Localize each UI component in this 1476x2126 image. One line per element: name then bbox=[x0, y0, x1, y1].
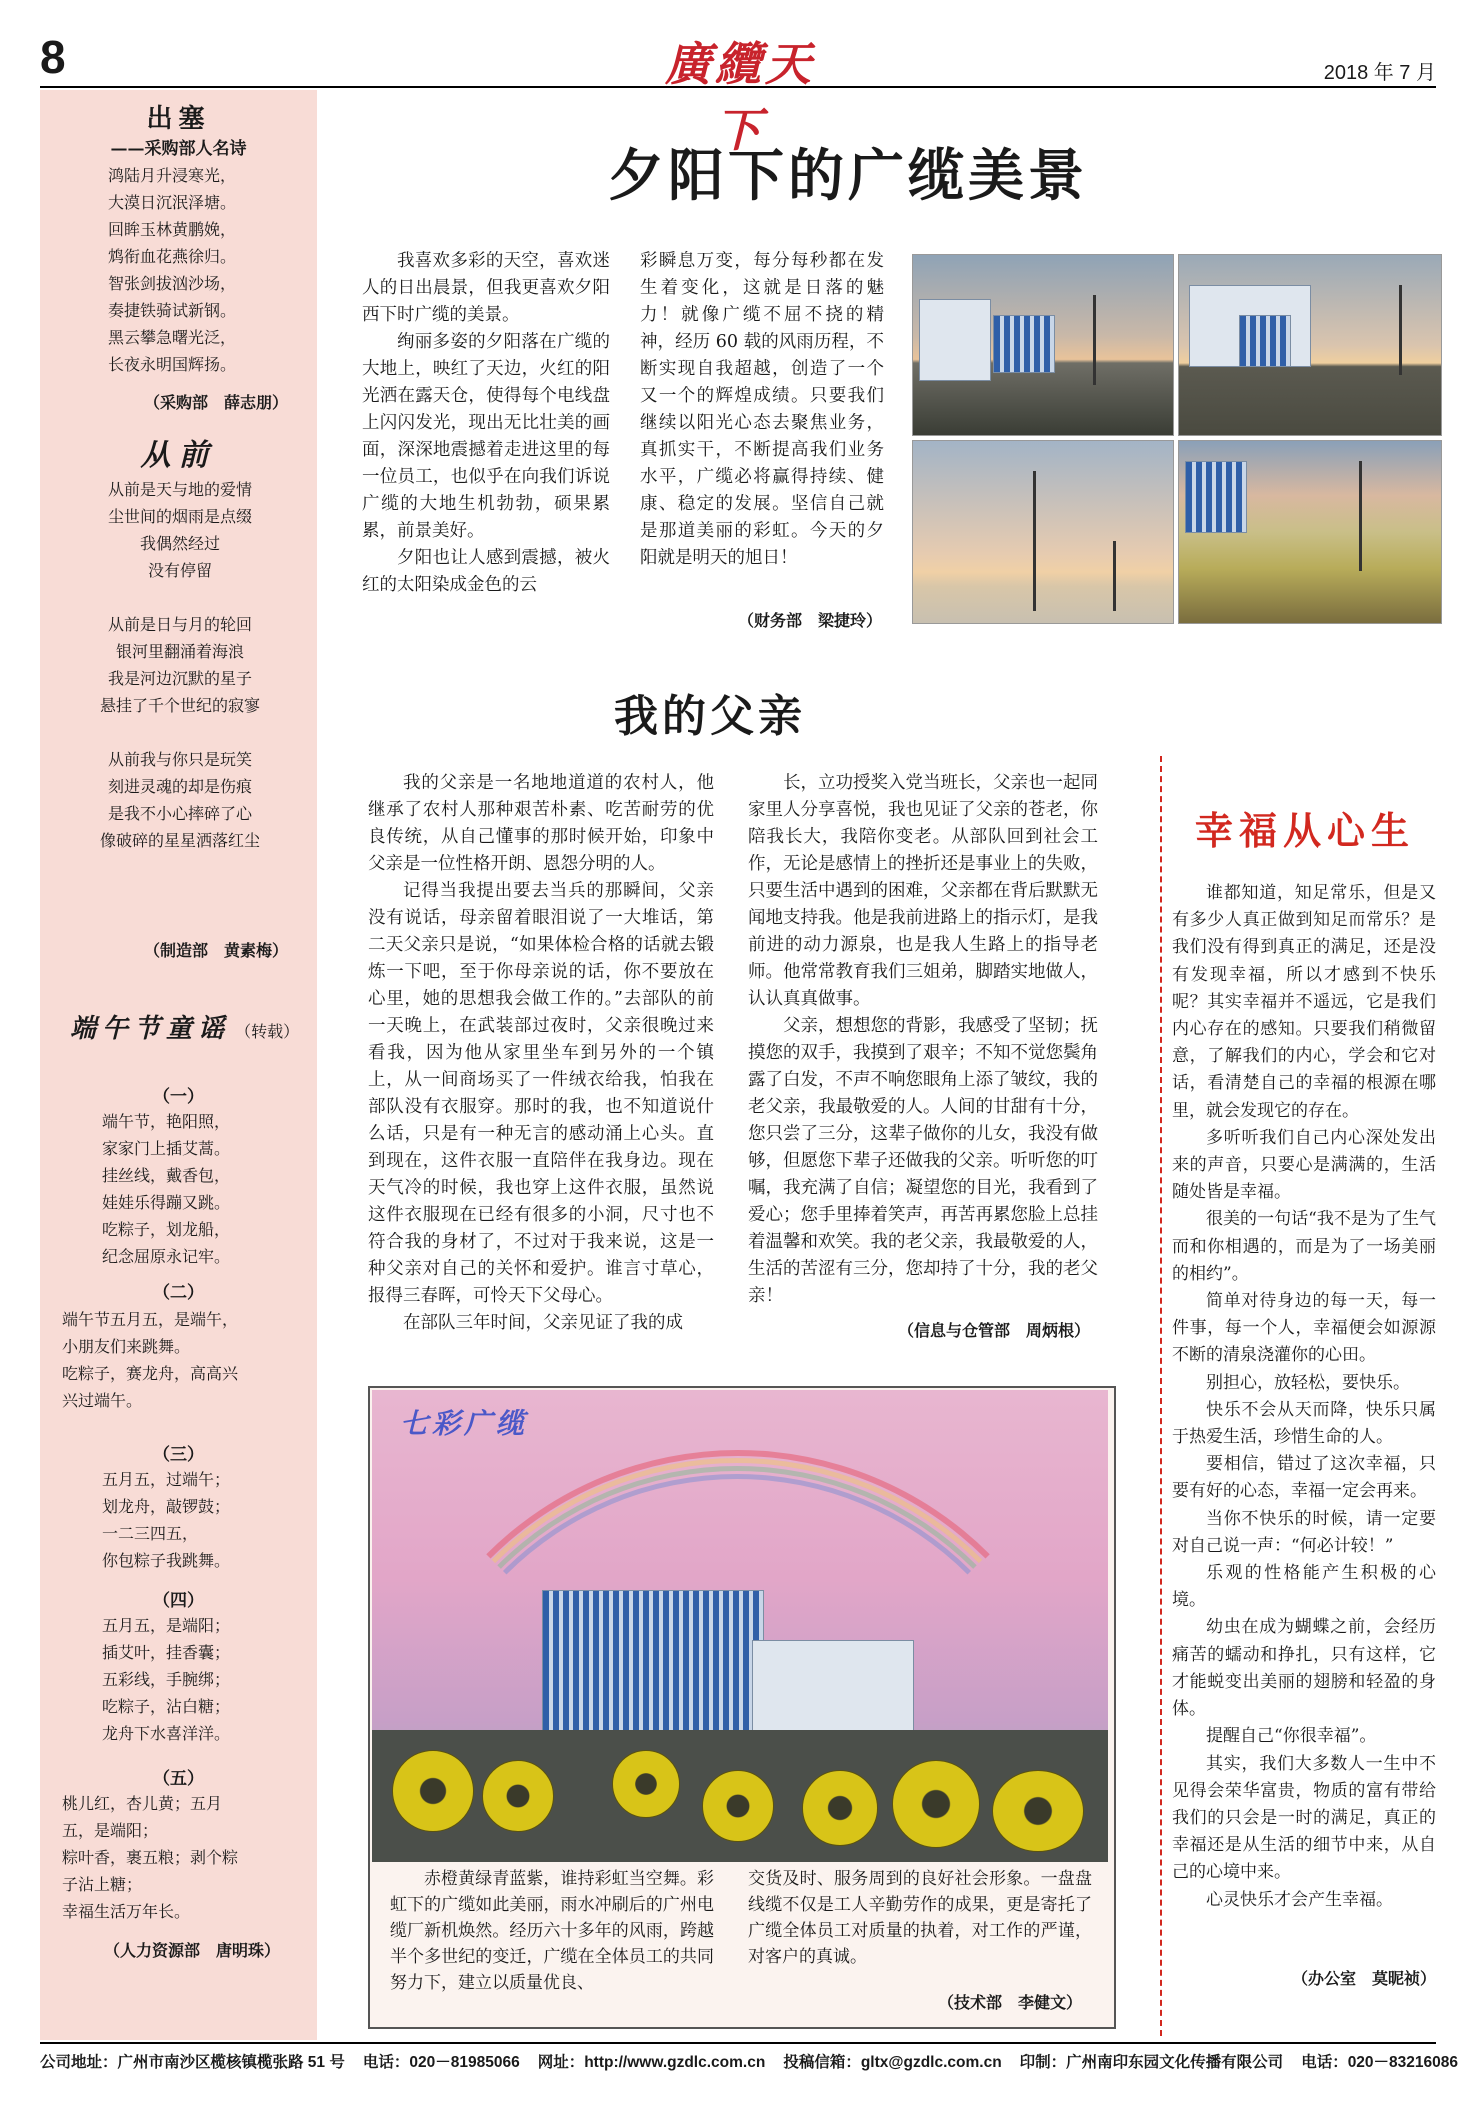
article-headline: 我的父亲 bbox=[614, 691, 806, 742]
poem-line: 尘世间的烟雨是点缀 bbox=[107, 507, 252, 526]
article-headline: 夕阳下的广缆美景 bbox=[608, 143, 1088, 209]
article-paragraph: 多听听我们自己内心深处发出来的声音，只要心是满满的，生活随处皆是幸福。 bbox=[1172, 1127, 1436, 1203]
article-column: 彩瞬息万变，每分每秒都在发生着变化，这就是日落的魅力！就像广缆不屈不挠的精神，经历 60 载的风雨历程，不断实现自我超越，创造了一个又一个的辉煌成绩。只要我们继续以阳光心态去聚焦业务，真抓实干，不断提高我们业务水平，广缆必将赢得持续、健康、稳定的发展。坚信自己就是那道美丽的彩虹。今天的夕阳就是明天的旭日！ bbox=[640, 251, 884, 568]
poem-line bbox=[70, 584, 290, 611]
poem-line: 五，是端阳； bbox=[62, 1821, 159, 1840]
article-paragraph: 心灵快乐才会产生幸福。 bbox=[1206, 1889, 1393, 1910]
sunset-photo bbox=[1178, 254, 1442, 436]
poem-line: 吃粽子，赛龙舟，高高兴 bbox=[62, 1364, 239, 1383]
poem-line: 端午节五月五，是端午， bbox=[62, 1310, 239, 1329]
poem-line: 五月五，过端午； bbox=[102, 1470, 231, 1489]
stanza-lines bbox=[62, 1306, 238, 1414]
article-column bbox=[362, 248, 610, 599]
poem-byline: （人力资源部 唐明珠） bbox=[104, 1943, 281, 1960]
article-paragraph: 父亲，想想您的背影，我感受了坚韧；抚摸您的双手，我摸到了艰辛；不知不觉您鬓角露了白发，不声不响您眼角上添了皱纹，我的老父亲，我最敬爱的人。人间的甘甜有十分，您只尝了三分，这辈子做你的儿女，我没有做够，但愿您下辈子还做我的父亲。听听您的叮嘱，我充满了自信；凝望您的目光，我看到了爱心；您手里捧着笑声，再苦再累您脸上总挂着温馨和欢笑。我的老父亲，我最敬爱的人，生活的苦涩有三分，您却持了十分，我的老父亲！ bbox=[748, 1016, 1098, 1306]
cable-reel bbox=[392, 1750, 474, 1832]
company-phone: 电话：020－81985066 bbox=[362, 2054, 520, 2071]
article-paragraph: 我喜欢多彩的天空，喜欢迷人的日出晨景，但我更喜欢夕阳西下时广缆的美景。 bbox=[362, 251, 610, 325]
stanza-heading: （五） bbox=[153, 1769, 204, 1789]
article-paragraph: 别担心，放轻松，要快乐。 bbox=[1206, 1372, 1410, 1393]
stanza-lines bbox=[102, 1612, 230, 1747]
poem-line: 没有停留 bbox=[147, 561, 212, 580]
printer-phone: 电话：020－83216086 bbox=[1301, 2054, 1459, 2071]
article-byline: （办公室 莫昵祯） bbox=[1292, 1971, 1437, 1988]
poem-line: 智张剑拔汹沙场， bbox=[108, 274, 237, 293]
poem-title: 从前 bbox=[140, 438, 217, 473]
cable-reel bbox=[482, 1760, 554, 1832]
sunset-photo bbox=[912, 440, 1174, 624]
article-paragraph: 我的父亲是一名地地道道的农村人，他继承了农村人那种艰苦朴素、吃苦耐劳的优良传统，从自己懂事的那时候开始，印象中父亲是一位性格开朗、恩怨分明的人。 bbox=[368, 773, 714, 874]
stanza-heading: （三） bbox=[153, 1445, 204, 1465]
stanza-lines bbox=[62, 1790, 238, 1925]
article-paragraph: 快乐不会从天而降，快乐只属于热爱生活，珍惜生命的人。 bbox=[1172, 1399, 1436, 1448]
poem-line: 银河里翻涌着海浪 bbox=[115, 642, 244, 661]
poem-line: 纪念屈原永记牢。 bbox=[102, 1247, 231, 1266]
article-paragraph: 长，立功授奖入党当班长，父亲也一起同家里人分享喜悦，我也见证了父亲的苍老，你陪我长大，我陪你变老。从部队回到社会工作，无论是感情上的挫折还是事业上的失败，只要生活中遇到的困难，父亲都在背后默默无闻地支持我。他是我前进路上的指示灯，是我前进的动力源泉，也是我人生路上的指导老师。他常常教育我们三姐弟，脚踏实地做人，认认真真做事。 bbox=[748, 773, 1098, 1009]
poem-line: 回眸玉林黄鹏娩， bbox=[108, 220, 237, 239]
poem-line: 家家门上插艾蒿。 bbox=[102, 1139, 231, 1158]
poem-line: 奏捷铁骑试新钢。 bbox=[108, 301, 237, 320]
article-paragraph: 记得当我提出要去当兵的那瞬间，父亲没有说话，母亲留着眼泪说了一大堆话，第二天父亲只是说，“如果体检合格的话就去锻炼一下吧，至于你母亲说的话，你不要放在心里，她的思想我会做工作的。”去部队的前一天晚上，在武装部过夜时，父亲很晚过来看我，因为他从家里坐车到另外的一个镇上，从一间商场买了一件绒衣给我，怕我在部队没有衣服穿。那时的我，也不知道说什么话，只是有一种无言的感动涌上心头。直到现在，这件衣服一直陪伴在我身边。现在天气冷的时候，我也穿上这件衣服，虽然说这件衣服现在已经有很多的小洞，尺寸也不符合我的身材了，不过对于我来说，这是一种父亲对自己的关怀和爱护。谁言寸草心，报得三春晖，可怜天下父母心。 bbox=[368, 881, 714, 1306]
cable-reel bbox=[612, 1750, 680, 1818]
article-byline: （财务部 梁捷玲） bbox=[738, 613, 883, 630]
article-paragraph: 提醒自己“你很幸福”。 bbox=[1206, 1726, 1377, 1747]
lamp-pole bbox=[1033, 471, 1036, 611]
footer-rule bbox=[40, 2042, 1436, 2044]
poem-byline: （采购部 薛志朋） bbox=[144, 395, 289, 412]
article-byline: （技术部 李健文） bbox=[938, 1995, 1083, 2012]
article-paragraph: 在部队三年时间，父亲见证了我的成 bbox=[403, 1313, 683, 1333]
article-paragraph: 绚丽多姿的夕阳落在广缆的大地上，映红了天边，火红的阳光洒在露天仓，使得每个电线盘上闪闪发光，现出无比壮美的画面，深深地震撼着走进这里的每一位员工，也似乎在向我们诉说广缆的大地生机勃勃，硕果累累，前景美好。 bbox=[362, 332, 610, 541]
article-paragraph: 夕阳也让人感到震撼，被火红的太阳染成金色的云 bbox=[362, 548, 610, 595]
company-address: 公司地址：广州市南沙区榄核镇榄张路 51 号 bbox=[40, 2054, 345, 2071]
article-byline: （信息与仓管部 周炳根） bbox=[898, 1323, 1091, 1340]
company-website-link[interactable]: 网址：http://www.gzdlc.com.cn bbox=[537, 2054, 766, 2071]
poem-line: 插艾叶，挂香囊； bbox=[102, 1643, 231, 1662]
poem-line: 你包粽子我跳舞。 bbox=[102, 1551, 231, 1570]
poem-heading bbox=[70, 1008, 299, 1045]
caption-column bbox=[390, 1866, 714, 1996]
poem-lines bbox=[108, 162, 236, 378]
poem-line: 桃儿红，杏儿黄；五月 bbox=[62, 1794, 223, 1813]
poem-line: 从前是日与月的轮回 bbox=[107, 615, 252, 634]
poem-line: 五月五，是端阳； bbox=[102, 1616, 231, 1635]
article-paragraph: 简单对待身边的每一天，每一件事，每一个人，幸福便会如源源不断的清泉浇灌你的心田。 bbox=[1172, 1291, 1436, 1366]
stanza-lines bbox=[102, 1108, 230, 1270]
article-paragraph: 乐观的性格能产生积极的心境。 bbox=[1172, 1563, 1436, 1611]
lamp-pole bbox=[1093, 295, 1096, 385]
essay-title: 幸福从心生 bbox=[1195, 808, 1416, 853]
page-number: 8 bbox=[40, 31, 66, 83]
poem-lines bbox=[70, 476, 290, 854]
building-shape bbox=[919, 299, 991, 381]
poem-line: 我是河边沉默的星子 bbox=[107, 669, 252, 688]
poem-title: 出塞 bbox=[146, 104, 211, 134]
issue-date: 2018 年 7 月 bbox=[1323, 62, 1436, 84]
article-paragraph: 很美的一句话“我不是为了生气而和你相遇的，而是为了一场美丽的相约”。 bbox=[1172, 1209, 1436, 1284]
poem-line: 兴过端午。 bbox=[62, 1391, 143, 1410]
poem-line: 五彩线，手腕绑； bbox=[102, 1670, 231, 1689]
article-paragraph: 要相信，错过了这次幸福，只要有好的心态，幸福一定会再来。 bbox=[1172, 1454, 1436, 1502]
building-shape bbox=[993, 315, 1055, 373]
poem-line: 是我不小心摔碎了心 bbox=[107, 804, 252, 823]
caption-paragraph: 赤橙黄绿青蓝紫，谁持彩虹当空舞。彩虹下的广缆如此美丽，雨水冲刷后的广州电缆厂新机焕然。经历六十多年的风雨，跨越半个多世纪的变迁，广缆在全体员工的共同努力下，建立以质量优良、 bbox=[390, 1869, 714, 1993]
cable-reel bbox=[992, 1770, 1084, 1852]
factory-building bbox=[752, 1640, 914, 1732]
poetry-sidebar bbox=[40, 90, 317, 2040]
cable-reel bbox=[892, 1760, 980, 1848]
column-divider bbox=[1160, 756, 1170, 2036]
stanza-lines bbox=[102, 1466, 230, 1574]
poem-line: 端午节，艳阳照， bbox=[102, 1112, 231, 1131]
printer-name: 印制：广州南印东园文化传播有限公司 bbox=[1019, 2054, 1284, 2071]
poem-line: 小朋友们来跳舞。 bbox=[62, 1337, 191, 1356]
article-paragraph: 其实，我们大多数人一生中不见得会荣华富贵，物质的富有带给我们的只会是一时的满足，真正的幸福还是从生活的细节中来，从自己的心境中来。 bbox=[1172, 1753, 1436, 1883]
masthead-logo: 廣纜天下 bbox=[665, 37, 815, 157]
sunset-photo bbox=[912, 254, 1174, 436]
poem-line: 挂丝线，戴香包， bbox=[102, 1166, 231, 1185]
lamp-pole bbox=[1399, 285, 1402, 375]
cable-reel bbox=[702, 1770, 774, 1842]
caption-column: 交货及时、服务周到的良好社会形象。一盘盘线缆不仅是工人辛勤劳作的成果，更是寄托了广缆全体员工对质量的执着，对工作的严谨，对客户的真诚。 bbox=[748, 1869, 1092, 1967]
lamp-pole bbox=[1113, 541, 1116, 611]
stanza-heading: （四） bbox=[153, 1591, 204, 1611]
poem-line: 大漠日沉泯泽塘。 bbox=[108, 193, 237, 212]
poem-line: 吃粽子，沾白糖； bbox=[102, 1697, 231, 1716]
poem-line: 像破碎的星星洒落红尘 bbox=[99, 831, 260, 850]
poem-subtitle: ——采购部人名诗 bbox=[110, 139, 247, 159]
poem-line: 刻进灵魂的却是伤痕 bbox=[107, 777, 252, 796]
article-column bbox=[748, 770, 1098, 1310]
article-paragraph: 当你不快乐的时候，请一定要对自己说一声：“何必计较！” bbox=[1172, 1508, 1436, 1556]
poem-line: 粽叶香，裹五粮；剥个粽 bbox=[62, 1848, 239, 1867]
rainbow-photo bbox=[372, 1390, 1108, 1862]
header-rule bbox=[40, 86, 1436, 88]
building-shape bbox=[1239, 315, 1291, 367]
poem-line: 子沾上糖； bbox=[62, 1875, 143, 1894]
poem-line: 悬挂了千个世纪的寂寥 bbox=[99, 696, 260, 715]
cable-reel bbox=[802, 1770, 878, 1846]
poem-line: 长夜永明国辉扬。 bbox=[108, 355, 237, 374]
poem-line: 一二三四五， bbox=[102, 1524, 199, 1543]
photo-label: 七彩广缆 bbox=[400, 1407, 529, 1440]
poem-line: 吃粽子，划龙船， bbox=[102, 1220, 231, 1239]
article-column bbox=[368, 770, 714, 1337]
poem-line: 划龙舟，敲锣鼓； bbox=[102, 1497, 231, 1516]
poem-note: （转载） bbox=[235, 1022, 300, 1041]
stanza-heading: （一） bbox=[153, 1087, 204, 1107]
building-shape bbox=[1185, 461, 1247, 533]
submission-email-link[interactable]: 投稿信箱：gltx@gzdlc.com.cn bbox=[783, 2054, 1002, 2071]
poem-line: 娃娃乐得蹦又跳。 bbox=[102, 1193, 231, 1212]
poem-line: 幸福生活万年长。 bbox=[62, 1902, 191, 1921]
essay-body bbox=[1172, 880, 1436, 1914]
lamp-pole bbox=[1359, 461, 1362, 571]
stanza-heading: （二） bbox=[153, 1283, 204, 1303]
factory-building bbox=[542, 1590, 764, 1742]
poem-line: 我偶然经过 bbox=[139, 534, 220, 553]
poem-title: 端午节童谣 bbox=[70, 1014, 231, 1044]
poem-line: 从前我与你只是玩笑 bbox=[107, 750, 252, 769]
poem-line bbox=[70, 719, 290, 746]
poem-byline: （制造部 黄素梅） bbox=[144, 943, 289, 960]
poem-line: 鸩衔血花燕徐归。 bbox=[108, 247, 237, 266]
poem-line: 从前是天与地的爱情 bbox=[107, 480, 252, 499]
poem-line: 龙舟下水喜洋洋。 bbox=[102, 1724, 231, 1743]
poem-line: 鸿陆月升浸寒光， bbox=[108, 166, 237, 185]
article-paragraph: 谁都知道，知足常乐，但是又有多少人真正做到知足而常乐？是我们没有得到真正的满足，还是没有发现幸福，所以才感到不快乐呢？其实幸福并不遥远，它是我们内心存在的感知。只要我们稍微留意，了解我们的内心，学会和它对话，看清楚自己的幸福的根源在哪里，就会发现它的存在。 bbox=[1172, 883, 1436, 1121]
sunset-photo bbox=[1178, 440, 1442, 624]
poem-line: 黑云攀急曙光泛， bbox=[108, 328, 237, 347]
footer-bar bbox=[40, 2050, 1459, 2072]
article-paragraph: 幼虫在成为蝴蝶之前，会经历痛苦的蠕动和挣扎，只有这样，它才能蜕变出美丽的翅膀和轻盈的身体。 bbox=[1172, 1617, 1436, 1720]
